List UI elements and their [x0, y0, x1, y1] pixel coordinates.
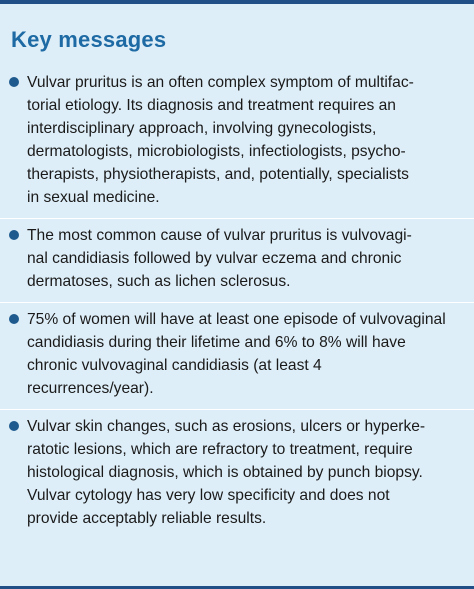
bullet-icon — [9, 314, 19, 324]
key-messages-list — [0, 66, 474, 539]
bullet-icon — [9, 421, 19, 431]
bullet-icon — [9, 77, 19, 87]
list-item — [0, 66, 474, 219]
box-heading: Key messages — [11, 27, 167, 52]
list-item — [0, 410, 474, 539]
list-item-text: Vulvar skin changes, such as erosions, ulcers or hyperke- ratotic lesions, which are refractory to treatment, require histological diagnosis, which is obtained by punch biopsy. Vulvar cytology has very low specificity and does not provide acceptably reliable results. — [27, 418, 426, 527]
list-item — [0, 303, 474, 410]
list-item — [0, 219, 474, 303]
list-item-text: The most common cause of vulvar pruritus is vulvovagi- nal candidiasis followed by vulvar eczema and chronic dermatoses, such as lichen sclerosus. — [27, 227, 412, 290]
list-item-text: 75% of women will have at least one episode of vulvovaginal candidiasis during their lifetime and 6% to 8% will have chronic vulvovaginal candidiasis (at least 4 recurrences/year). — [27, 311, 446, 397]
bullet-icon — [9, 230, 19, 240]
list-item-text: Vulvar pruritus is an often complex symptom of multifac- torial etiology. Its diagnosis and treatment requires an interdisciplinary approach, involving gynecologists, dermatologists, microbiologists, infectiologists, psycho- therapists, physiotherapists, and, potentially, specialists in sexual medicine. — [27, 74, 414, 206]
